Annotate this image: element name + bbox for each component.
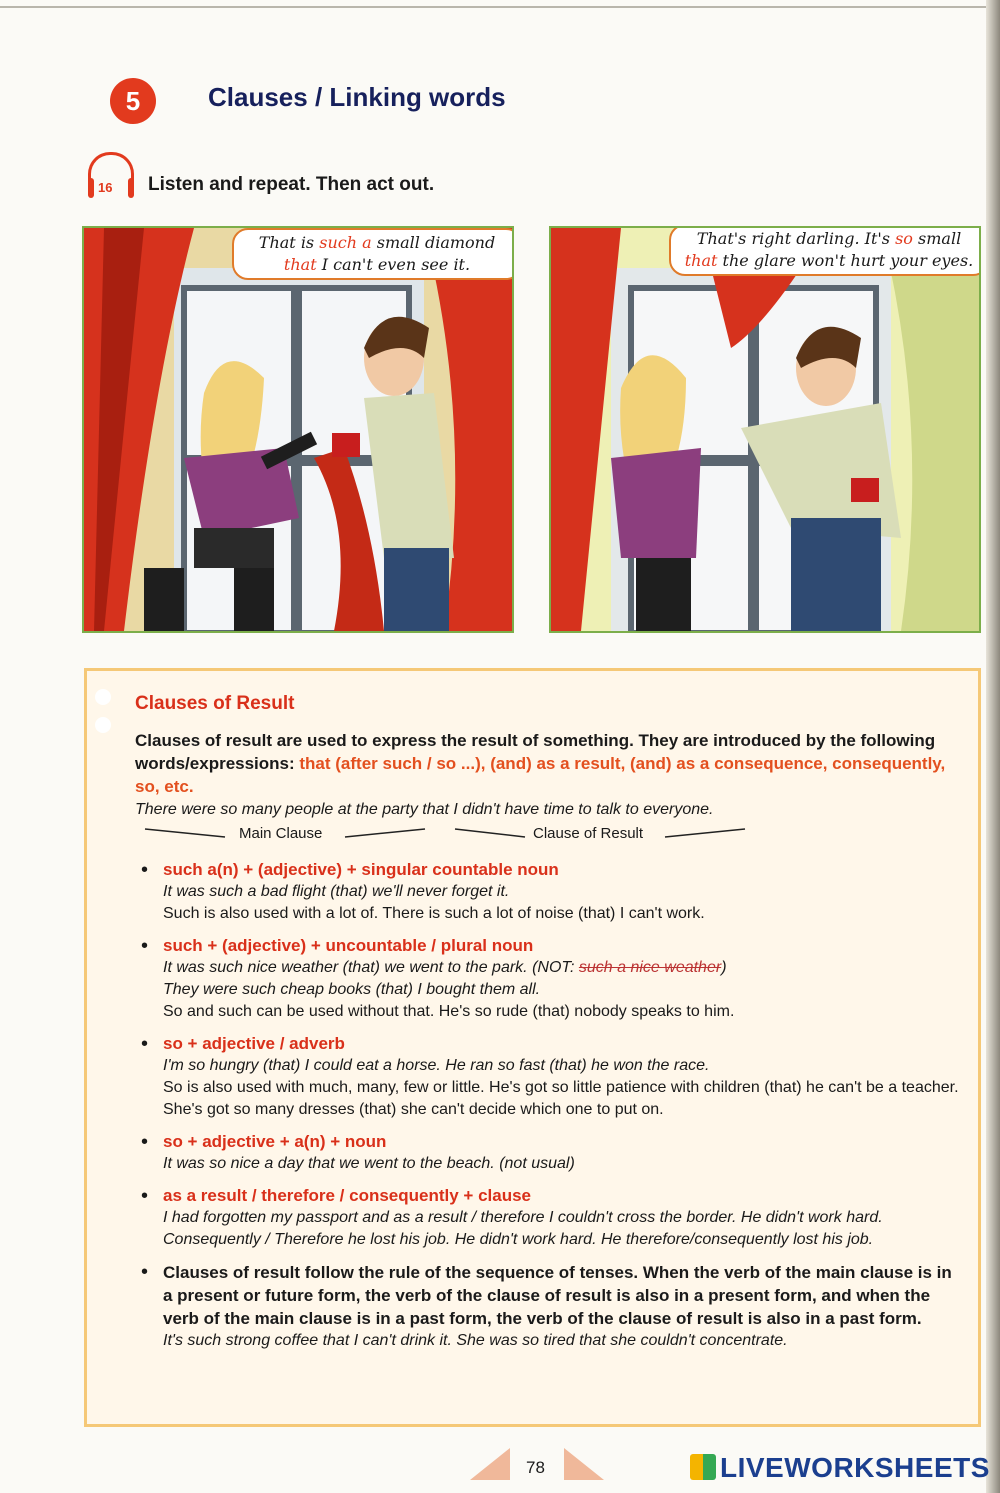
comic-panel-1 <box>82 226 514 633</box>
page-corner-decoration <box>564 1448 604 1480</box>
unit-title: Clauses / Linking words <box>208 82 506 112</box>
list-item: • so + adjective / adverb I'm so hungry (that) I could eat a horse. He ran so fast (that) he won the race. So is also used with much, many, few or little. He's got so little patience with children (that) he can't be a teacher. She's got so many dresses (that) she can't decide which one to put on. <box>135 1033 965 1121</box>
list-item: • such a(n) + (adjective) + singular countable noun It was such a bad flight (that) we'll never forget it. Such is also used with a lot of. There is such a lot of noise (that) I can't work. <box>135 859 965 925</box>
clause-of-result-label: Clause of Result <box>533 825 644 842</box>
list-item: • Clauses of result follow the rule of the sequence of tenses. When the verb of the main clause is in a present or future form, the verb of the clause of result is also in a present form, and when the verb of the main clause is in a past form, the verb of the clause of result is also in a past form. It's such strong coffee that I can't drink it. She was so tired that she couldn't concentrate. <box>135 1261 965 1352</box>
speech-bubble-2: That's right darling. It's so small that the glare won't hurt your eyes. <box>669 226 981 276</box>
clause-labels <box>135 825 835 849</box>
binder-hole-icon <box>95 689 111 705</box>
liveworksheets-icon <box>690 1454 716 1480</box>
comic-panel-2 <box>549 226 981 633</box>
section-title: Clauses of Result <box>135 693 295 714</box>
list-item: • such + (adjective) + uncountable / plural noun It was such nice weather (that) we went to the park. (NOT: such a nice weather) They were such cheap books (that) I bought them all. So and such can be used without that. He's so rude (that) nobody speaks to him. <box>135 935 965 1023</box>
page-number: 78 <box>526 1458 545 1477</box>
example-sentence: There were so many people at the party that I didn't have time to talk to everyone. <box>135 801 714 818</box>
unit-number-badge: 5 <box>110 78 156 124</box>
comic-illustration-2 <box>551 228 979 631</box>
liveworksheets-logo[interactable]: LIVEWORKSHEETS <box>690 1452 990 1484</box>
speech-bubble-1: That is such a small diamond that I can't even see it. <box>232 228 514 280</box>
page-corner-decoration <box>470 1448 510 1480</box>
list-item: • as a result / therefore / consequently + clause I had forgotten my passport and as a result / therefore I couldn't cross the border. He didn't work hard. Consequently / Therefore he lost his job. He didn't work hard. He therefore/consequently lost his job. <box>135 1185 965 1251</box>
rules-list <box>135 859 965 1362</box>
list-item: • so + adjective + a(n) + noun It was so nice a day that we went to the beach. (not usual) <box>135 1131 965 1175</box>
grammar-box <box>84 668 981 1427</box>
page-top-rule <box>0 6 1000 8</box>
comic-illustration-1 <box>84 228 512 631</box>
binder-hole-icon <box>95 717 111 733</box>
book-spine-edge <box>986 0 1000 1493</box>
intro-paragraph: Clauses of result are used to express the result of something. They are introduced by the following words/expressions: that (after such / so ...), (and) as a result, (and) as a consequence, consequently, so, etc. <box>135 731 946 796</box>
headphones-icon[interactable] <box>86 150 136 202</box>
main-clause-label: Main Clause <box>239 825 323 842</box>
audio-track-number: 16 <box>98 180 113 195</box>
instruction-text: Listen and repeat. Then act out. <box>148 174 435 195</box>
